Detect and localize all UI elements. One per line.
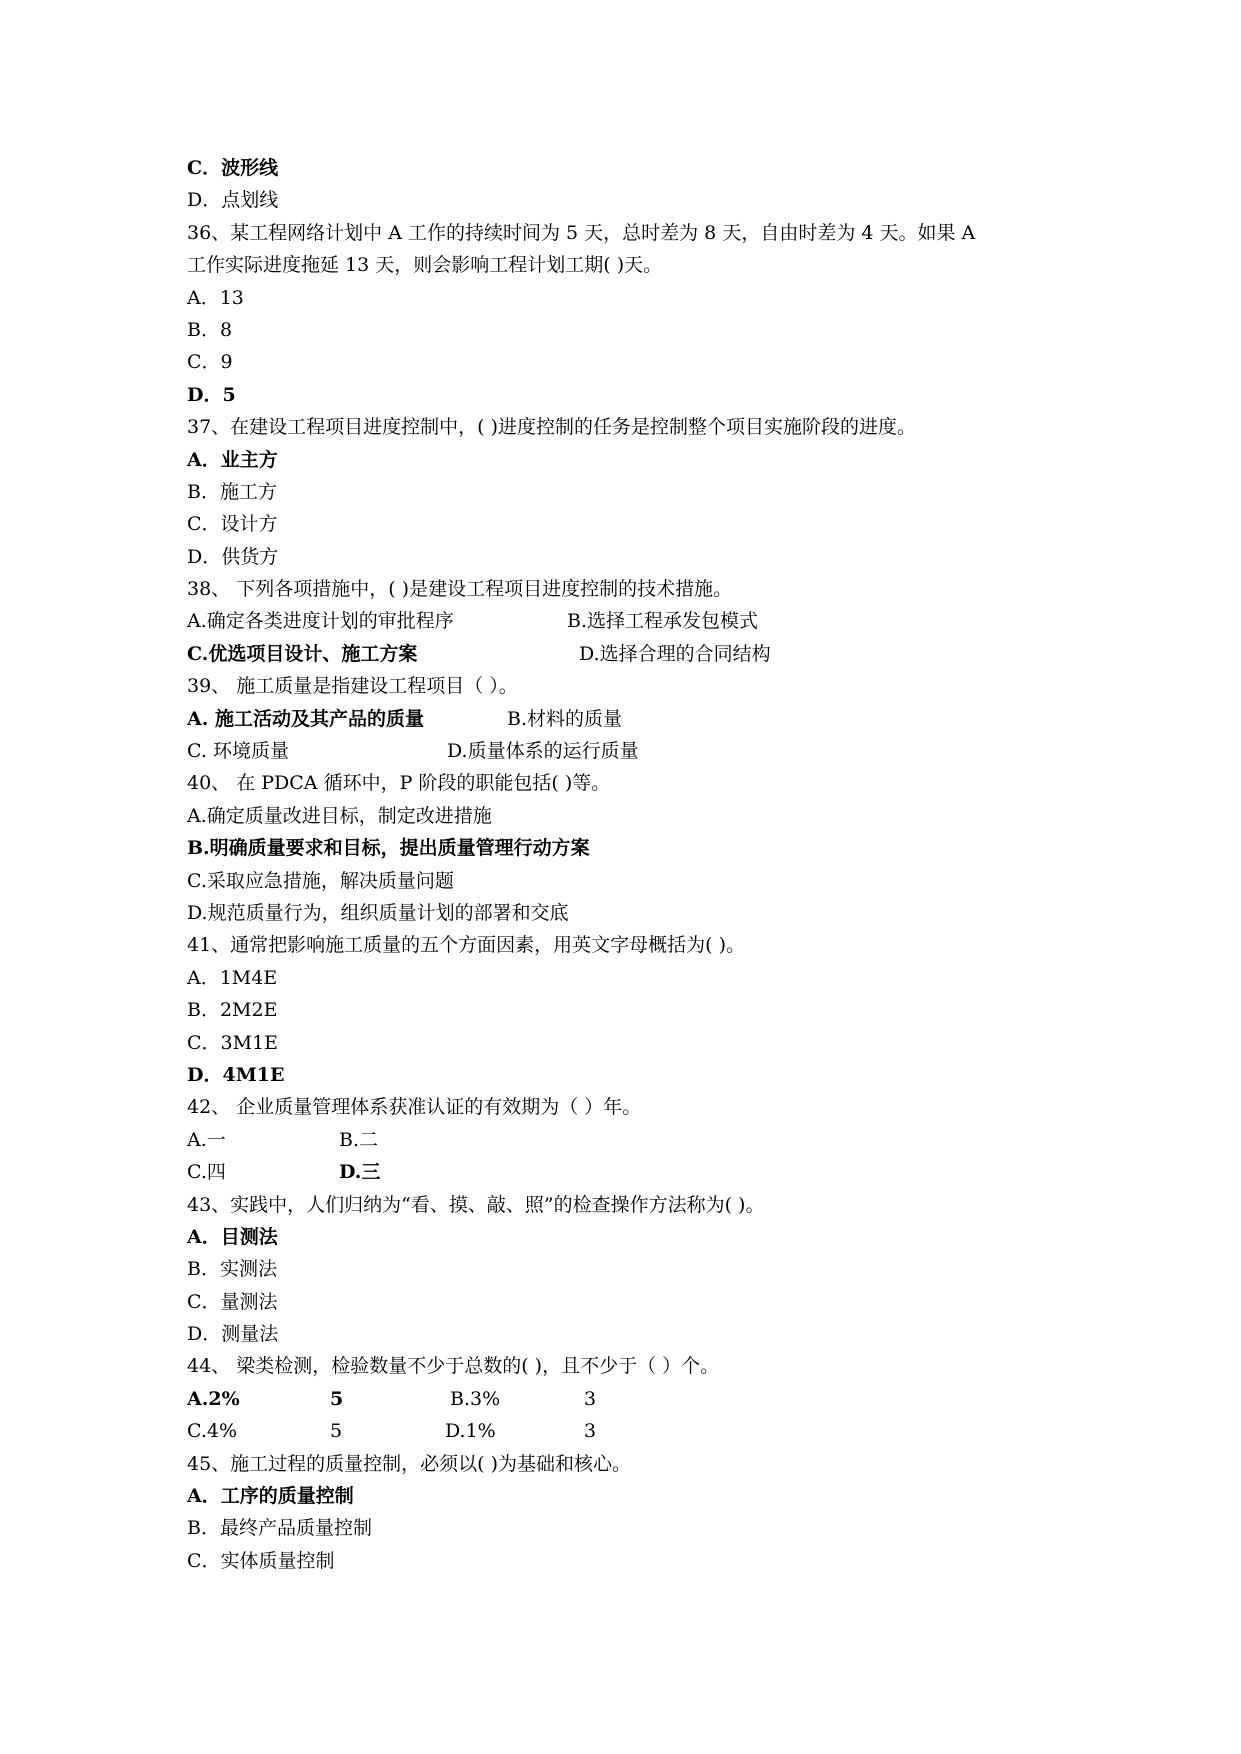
option-row xyxy=(187,1383,1067,1415)
option-line: C．9 xyxy=(187,351,233,374)
option-line: D．5 xyxy=(187,383,236,406)
option-line: B．2M2E xyxy=(187,999,278,1022)
document-page xyxy=(187,152,1067,1577)
option-row xyxy=(187,1415,1067,1447)
question-line: 37、在建设工程项目进度控制中，( )进度控制的任务是控制整个项目实施阶段的进度。 xyxy=(187,416,917,439)
option-text: A.2% xyxy=(187,1387,240,1410)
question-line: 38、 下列各项措施中，( )是建设工程项目进度控制的技术措施。 xyxy=(187,578,733,601)
option-text: A.确定各类进度计划的审批程序 xyxy=(187,610,454,633)
question-line: 36、某工程网络计划中 A 工作的持续时间为 5 天，总时差为 8 天，自由时差为 4 天。如果 A xyxy=(187,221,976,244)
option-row xyxy=(187,605,1067,637)
option-text: B.选择工程承发包模式 xyxy=(567,610,759,633)
option-text: C.4% xyxy=(187,1420,238,1443)
question-line: 43、实践中，人们归纳为“看、摸、敲、照”的检查操作方法称为( )。 xyxy=(187,1193,765,1216)
question-line: 工作实际进度拖延 13 天，则会影响工程计划工期( )天。 xyxy=(187,254,663,277)
option-text: D.质量体系的运行质量 xyxy=(447,740,639,763)
question-line: 39、 施工质量是指建设工程项目（ ）。 xyxy=(187,675,518,698)
option-text: 3 xyxy=(584,1387,597,1410)
option-row xyxy=(187,735,1067,767)
question-line: 40、 在 PDCA 循环中，P 阶段的职能包括( )等。 xyxy=(187,772,611,795)
option-text: A.一 xyxy=(187,1128,226,1151)
option-line: B．实测法 xyxy=(187,1258,277,1281)
option-text: B.材料的质量 xyxy=(507,707,623,730)
option-text: C.四 xyxy=(187,1161,226,1184)
option-line: A．目测法 xyxy=(187,1225,278,1248)
option-text: C.优选项目设计、施工方案 xyxy=(187,642,418,665)
option-row xyxy=(187,1124,1067,1156)
option-line: C．波形线 xyxy=(187,157,279,179)
option-text: B.二 xyxy=(339,1128,379,1151)
question-line: 44、 梁类检测，检验数量不少于总数的( )，且不少于（ ）个。 xyxy=(187,1355,720,1378)
option-line: B．施工方 xyxy=(187,480,277,503)
option-line: A．业主方 xyxy=(187,448,278,471)
option-line: B．最终产品质量控制 xyxy=(187,1517,372,1540)
option-line: D.规范质量行为，组织质量计划的部署和交底 xyxy=(187,901,569,924)
option-text: 5 xyxy=(330,1420,343,1443)
option-row xyxy=(187,638,1067,670)
option-line: D．4M1E xyxy=(187,1063,285,1086)
option-line: A.确定质量改进目标，制定改进措施 xyxy=(187,804,492,827)
option-row xyxy=(187,1156,1067,1188)
option-line: A．13 xyxy=(187,286,244,309)
option-line: A．工序的质量控制 xyxy=(187,1485,354,1508)
question-line: 45、施工过程的质量控制，必须以( )为基础和核心。 xyxy=(187,1452,632,1475)
option-line: C．3M1E xyxy=(187,1031,279,1054)
option-line: D．供货方 xyxy=(187,545,279,568)
option-line: C．量测法 xyxy=(187,1290,278,1313)
option-text: C. 环境质量 xyxy=(187,740,289,763)
option-line: D．测量法 xyxy=(187,1323,279,1346)
option-text: D.三 xyxy=(339,1161,381,1184)
question-line: 41、通常把影响施工质量的五个方面因素，用英文字母概括为( )。 xyxy=(187,934,746,957)
option-text: D.1% xyxy=(445,1420,496,1443)
option-text: 3 xyxy=(584,1420,597,1443)
option-line: D．点划线 xyxy=(187,189,279,212)
option-text: A. 施工活动及其产品的质量 xyxy=(187,707,424,730)
option-line: B．8 xyxy=(187,318,233,341)
option-line: C．实体质量控制 xyxy=(187,1549,335,1572)
option-text: B.3% xyxy=(450,1387,501,1410)
option-line: C.采取应急措施，解决质量问题 xyxy=(187,869,454,892)
option-line: A．1M4E xyxy=(187,966,278,989)
option-text: D.选择合理的合同结构 xyxy=(579,642,771,665)
option-row xyxy=(187,703,1067,735)
option-line: B.明确质量要求和目标，提出质量管理行动方案 xyxy=(187,837,590,860)
question-line: 42、 企业质量管理体系获准认证的有效期为（ ）年。 xyxy=(187,1096,642,1119)
option-line: C．设计方 xyxy=(187,513,278,536)
option-text: 5 xyxy=(330,1387,344,1410)
